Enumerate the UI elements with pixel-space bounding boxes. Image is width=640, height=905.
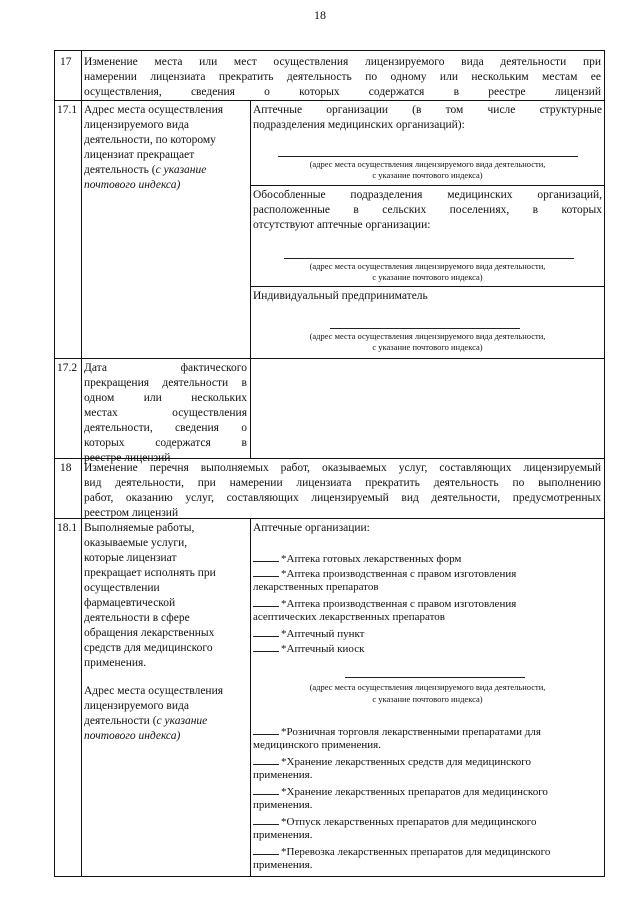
work-option bbox=[253, 753, 531, 769]
option-label: *Хранение лекарственных препаратов для медицинского bbox=[281, 786, 548, 798]
address-caption: (адрес места осуществления лицензируемого вида деятельности, bbox=[309, 261, 546, 271]
work-option bbox=[253, 843, 550, 859]
rule bbox=[54, 100, 605, 101]
address-input-line[interactable] bbox=[345, 677, 525, 678]
option-continuation: применения. bbox=[253, 859, 313, 871]
text-line: деятельности, сведения о bbox=[84, 422, 247, 434]
text-line: Адрес места осуществления bbox=[84, 685, 224, 697]
rule bbox=[54, 358, 605, 359]
pharmacy-option bbox=[253, 595, 516, 611]
text-part: деятельность ( bbox=[84, 164, 156, 176]
address-input-line[interactable] bbox=[330, 328, 520, 329]
checkbox-blank[interactable] bbox=[253, 813, 279, 825]
rule bbox=[54, 50, 55, 877]
option-continuation: лекарственных препаратов bbox=[253, 581, 379, 593]
work-option bbox=[253, 783, 548, 799]
text-line: Аптечные организации (в том числе структурные bbox=[253, 104, 602, 116]
text-line: реестром лицензий bbox=[84, 507, 179, 519]
section-number: 18.1 bbox=[57, 522, 78, 534]
checkbox-blank[interactable] bbox=[253, 843, 279, 855]
text-line: прекращает исполнять при bbox=[84, 567, 216, 579]
section-text bbox=[84, 461, 601, 521]
section-text bbox=[84, 55, 601, 100]
option-continuation: применения. bbox=[253, 769, 313, 781]
option-continuation: медицинского применения. bbox=[253, 739, 381, 751]
rule bbox=[250, 286, 605, 287]
pharmacy-option bbox=[253, 565, 516, 581]
checkbox-blank[interactable] bbox=[253, 625, 279, 637]
text-line: Индивидуальный предприниматель bbox=[253, 290, 428, 302]
address-caption: (адрес места осуществления лицензируемого вида деятельности, bbox=[309, 682, 546, 692]
text-line: лицензируемого вида bbox=[84, 700, 189, 712]
rule bbox=[81, 50, 82, 877]
text-line: Адрес места осуществления bbox=[84, 104, 224, 116]
text-line: которые лицензиат bbox=[84, 552, 177, 564]
address-label bbox=[84, 684, 247, 744]
option-label: *Аптека производственная с правом изготовления bbox=[281, 568, 517, 580]
text-line: почтового индекса) bbox=[84, 730, 181, 742]
address-input-line[interactable] bbox=[278, 156, 578, 157]
rule bbox=[250, 100, 251, 458]
address-caption: с указание почтового индекса) bbox=[372, 342, 483, 352]
option-label: *Аптека готовых лекарственных форм bbox=[281, 553, 462, 565]
address-caption: (адрес места осуществления лицензируемого вида деятельности, bbox=[309, 331, 546, 341]
text-line: намерении лицензиата прекратить деятельность по одному или нескольким местам ее bbox=[84, 71, 601, 83]
rule bbox=[54, 876, 605, 877]
text-part: с указание bbox=[156, 715, 208, 727]
section-number: 18 bbox=[60, 462, 72, 474]
text-line: деятельности, по которому bbox=[84, 134, 216, 146]
option-label: *Аптечный киоск bbox=[281, 643, 365, 655]
text-line: лицензируемого вида bbox=[84, 119, 189, 131]
text-line: обращения лекарственных bbox=[84, 627, 215, 639]
option-continuation: асептических лекарственных препаратов bbox=[253, 611, 445, 623]
rule bbox=[250, 185, 605, 186]
text-line: лицензиат прекращает bbox=[84, 149, 195, 161]
address-caption: (адрес места осуществления лицензируемого вида деятельности, bbox=[309, 159, 546, 169]
rural-subdivisions-text bbox=[253, 188, 602, 233]
page-number: 18 bbox=[314, 8, 326, 22]
text-line: прекращения деятельности в bbox=[84, 377, 247, 389]
address-caption: с указание почтового индекса) bbox=[372, 694, 483, 704]
text-line: деятельности в сфере bbox=[84, 612, 190, 624]
option-label: *Отпуск лекарственных препаратов для медицинского bbox=[281, 816, 537, 828]
rule bbox=[250, 518, 251, 876]
text-line: отсутствуют аптечные организации: bbox=[253, 219, 431, 231]
text-line: вид деятельности, при намерении лицензиата прекратить деятельность по выполнению bbox=[84, 477, 601, 489]
text-line: одном или нескольких bbox=[84, 392, 247, 404]
text-part: с указание bbox=[155, 164, 207, 176]
text-line: местах осуществления bbox=[84, 407, 247, 419]
section-label bbox=[84, 521, 247, 671]
section-number: 17 bbox=[60, 56, 72, 68]
text-line: Выполняемые работы, bbox=[84, 522, 195, 534]
text-line: средств для медицинского bbox=[84, 642, 213, 654]
pharmacy-organizations-text bbox=[253, 103, 602, 133]
text-line: Дата фактического bbox=[84, 362, 247, 374]
text-line: Изменение места или мест осуществления лицензируемого вида деятельности при bbox=[84, 56, 601, 68]
section-label bbox=[84, 361, 247, 466]
checkbox-blank[interactable] bbox=[253, 753, 279, 765]
work-option bbox=[253, 813, 537, 829]
pharmacy-option bbox=[253, 640, 364, 656]
checkbox-blank[interactable] bbox=[253, 783, 279, 795]
option-label: *Аптека производственная с правом изготовления bbox=[281, 598, 517, 610]
section-label bbox=[84, 103, 247, 193]
text-line: расположенные в сельских поселениях, в которых bbox=[253, 204, 602, 216]
text-part: деятельности ( bbox=[84, 715, 157, 727]
checkbox-blank[interactable] bbox=[253, 595, 279, 607]
pharmacy-option bbox=[253, 625, 364, 641]
option-continuation: применения. bbox=[253, 799, 313, 811]
text-line: которых содержатся в bbox=[84, 437, 247, 449]
checkbox-blank[interactable] bbox=[253, 565, 279, 577]
text-line: почтового индекса) bbox=[84, 179, 181, 191]
option-label: *Розничная торговля лекарственными препаратами для bbox=[281, 726, 541, 738]
pharmacy-option bbox=[253, 550, 461, 566]
text-line: осуществлении bbox=[84, 582, 160, 594]
text-line: фармацевтической bbox=[84, 597, 176, 609]
text-line: осуществления, сведения о которых содержатся в реестре лицензий bbox=[84, 86, 601, 98]
individual-entrepreneur-text bbox=[253, 289, 602, 304]
option-label: *Аптечный пункт bbox=[281, 628, 365, 640]
text-line: оказываемые услуги, bbox=[84, 537, 188, 549]
text-line: Обособленные подразделения медицинских организаций, bbox=[253, 189, 602, 201]
checkbox-blank[interactable] bbox=[253, 640, 279, 652]
checkbox-blank[interactable] bbox=[253, 723, 279, 735]
section-number: 17.2 bbox=[57, 362, 78, 374]
address-input-line[interactable] bbox=[284, 258, 574, 259]
text-line: Изменение перечня выполняемых работ, оказываемых услуг, составляющих лицензируемый bbox=[84, 462, 601, 474]
checkbox-blank[interactable] bbox=[253, 550, 279, 562]
option-continuation: применения. bbox=[253, 829, 313, 841]
rule bbox=[604, 50, 605, 877]
pharmacy-organizations-header: Аптечные организации: bbox=[253, 522, 370, 534]
text-line: применения. bbox=[84, 657, 147, 669]
address-caption: с указание почтового индекса) bbox=[372, 272, 483, 282]
option-label: *Хранение лекарственных средств для медицинского bbox=[281, 756, 532, 768]
work-option bbox=[253, 723, 541, 739]
text-line: подразделения медицинских организаций): bbox=[253, 119, 465, 131]
option-label: *Перевозка лекарственных препаратов для медицинского bbox=[281, 846, 551, 858]
section-number: 17.1 bbox=[57, 104, 78, 116]
text-line: реестре лицензий bbox=[84, 452, 171, 464]
text-line: работ, оказанию услуг, составляющих лицензируемый вид деятельности, предусмотренных bbox=[84, 492, 601, 504]
address-caption: с указание почтового индекса) bbox=[372, 170, 483, 180]
rule bbox=[54, 50, 605, 51]
